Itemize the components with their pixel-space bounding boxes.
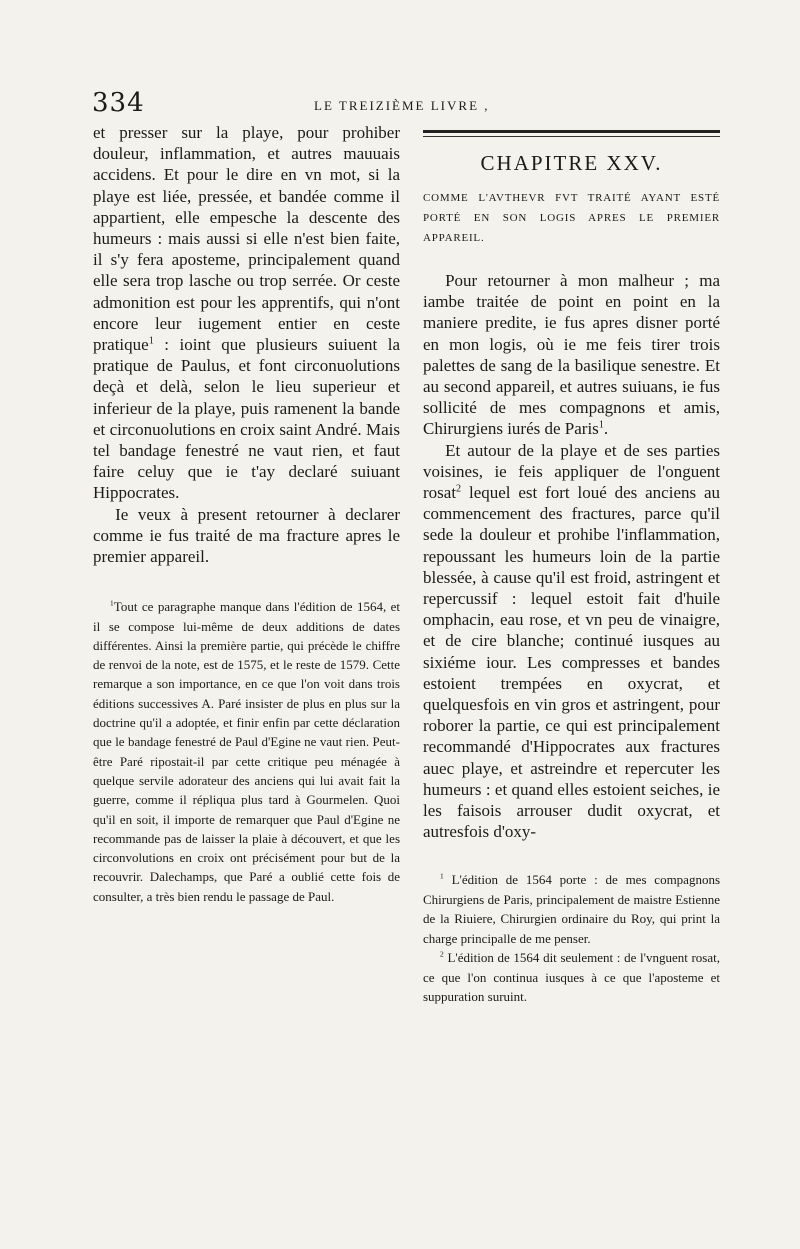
footnote-ref-2: 2 (456, 483, 462, 495)
left-paragraph-2: Ie veux à present retourner à declarer comme ie fus traité de ma fracture apres le premier appareil. (93, 504, 400, 567)
footnote-ref-1: 1 (598, 419, 604, 431)
right-column (423, 126, 720, 1007)
right-footnote-1-text: L'édition de 1564 porte : de mes compagnons Chirurgiens de Paris, principalement de maistre Estienne de la Riuiere, Chirurgien ordinaire du Roy, qui print la charge principalle de me penser. (423, 872, 721, 946)
chapter-rule (423, 130, 720, 133)
footnote-mark-2: 2 (439, 950, 444, 960)
left-paragraph-1-tail: : ioint que plusieurs suiuent la pratique de Paulus, et font circonuolutions deçà et delà, selon le lieu superieur et inferieur de la playe, puis ramenent la bande et circonuolutions en croix saint André. Mais tel bandage fenestré ne vaut rien, et faut faire celuy que ie t'ay declaré suiuant Hippocrates. (93, 335, 400, 503)
right-paragraph-2 (423, 440, 720, 843)
footnote-mark-1: 1 (439, 872, 444, 882)
page-header (92, 88, 722, 122)
right-paragraph-2-a: Et autour de la playe et de ses parties voisines, ie feis appliquer de l'onguent rosat (423, 440, 720, 503)
right-footnote-1 (423, 870, 720, 948)
running-head: LE TREIZIÈME LIVRE , (314, 98, 490, 113)
left-column (93, 122, 400, 906)
right-footnotes (423, 870, 720, 1007)
right-paragraph-1 (423, 270, 720, 440)
right-footnote-2-text: L'édition de 1564 dit seulement : de l'vnguent rosat, ce que l'on continua iusques à ce que l'aposteme et suppuration suruint. (423, 950, 721, 1005)
left-footnote-1-text: Tout ce paragraphe manque dans l'édition de 1564, et il se compose lui-même de deux additions de dates différentes. Ainsi la première partie, qui précède le chiffre de renvoi de la note, est de 1575, et le reste de 1579. Cette remarque a son importance, en ce que l'on voit dans trois éditions successives A. Paré insister de plus en plus sur la doctrine qu'il a adoptée, et finir enfin par cette déclaration que le bandage fenestré de Paul d'Egine ne vaut rien. Peut-être Paré ripostait-il par cette critique peu ménagée à quelque servile adorateur des anciens qui lui avait fait la guerre, comme il répliqua plus tard à Gourmelen. Quoi qu'il en soit, il importe de remarquer que Paul d'Egine ne recommande pas de laisser la plaie à découvert, et que les circonvolutions en croix ont précisément pour but de la recouvrir. Dalechamps, que Paré a oublié cette fois de consulter, a très bien rendu le passage de Paul. (93, 599, 400, 904)
left-footnotes (93, 597, 400, 906)
right-paragraph-1-tail: . (603, 419, 609, 439)
footnote-mark: 1 (109, 598, 114, 608)
chapter-rule-thin (423, 136, 720, 137)
left-footnote-1 (93, 597, 400, 906)
right-paragraph-1-text: Pour retourner à mon malheur ; ma iambe traitée de point en point en la maniere predite, ie fus apres disner porté en mon logis, où ie me feis tirer trois palettes de sang de la basilique senestre. Et au second appareil, et autres suiuans, ie fus sollicité de mes compagnons et amis, Chirurgiens iurés de Paris (423, 271, 720, 439)
page-number: 334 (92, 88, 145, 118)
chapter-title: CHAPITRE XXV. (480, 151, 663, 175)
left-paragraph-1 (93, 122, 400, 504)
left-paragraph-1-text: et presser sur la playe, pour prohiber douleur, inflammation, et autres mauuais accidens. Et pour le dire en vn mot, si la playe est liée, pressée, et bandée comme il appartient, elle empesche la descente des humeurs : mais aussi si elle n'est bien faite, il s'y fera aposteme, principalement quand elle sera trop lasche ou trop serrée. Or ceste admonition est pour les apprentifs, qui n'ont encore leur iugement entier en ceste pratique (93, 123, 400, 355)
right-footnote-2 (423, 948, 720, 1007)
footnote-ref-1: 1 (148, 335, 154, 347)
chapter-subtitle: COMME L'AVTHEVR FVT TRAITÉ AYANT ESTÉ PORTÉ EN SON LOGIS APRES LE PREMIER APPAREIL. (423, 192, 720, 244)
right-paragraph-2-b: lequel est fort loué des anciens au commencement des fractures, parce qu'il sede la douleur et prohibe l'inflammation, repoussant les humeurs loin de la partie blessée, à cause qu'il est froid, astringent et repercussif : lequel estoit fait d'huile omphacin, eau rose, et vn peu de vinaigre, et de cire blanche; continué iusques au sixiéme iour. Les compresses et bandes estoient trempées en oxycrat, et quelquesfois en vin gros et astringent, pour roborer la partie, ce qui est principalement recommandé d'Hippocrates aux fractures auec playe, et astreindre et repercuter les humeurs : et quand elles estoient seiches, ie les faisois arrouser dudit oxycrat, et autresfois d'oxy- (423, 483, 720, 842)
